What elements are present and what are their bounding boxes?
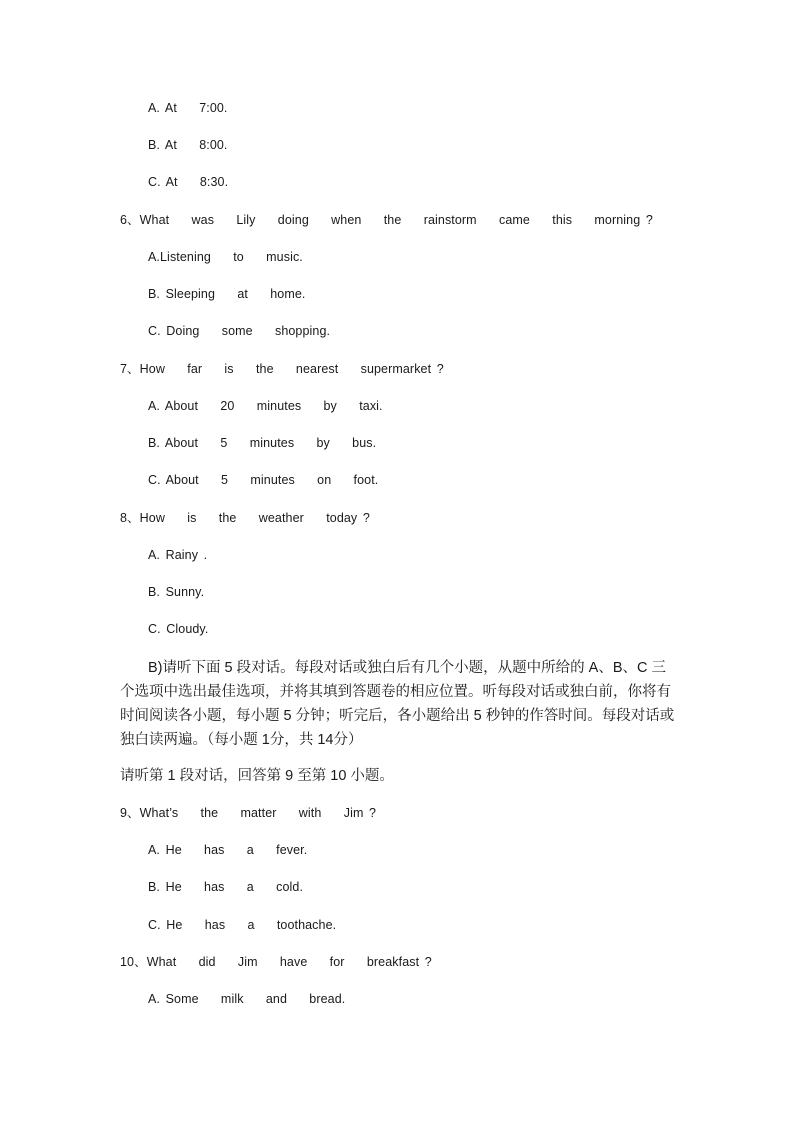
option-q9-a: A. He has a fever.	[148, 843, 308, 857]
option-q7-b: B. About 5 minutes by bus.	[148, 436, 377, 450]
option-q5-a: A. At 7:00.	[148, 101, 228, 115]
option-q5-b: B. At 8:00.	[148, 138, 228, 152]
question-8: 8、How is the weather today ?	[120, 511, 370, 525]
option-q8-a: A. Rainy .	[148, 548, 208, 562]
option-q9-c: C. He has a toothache.	[148, 918, 337, 932]
option-q8-c: C. Cloudy.	[148, 622, 209, 636]
option-q7-a: A. About 20 minutes by taxi.	[148, 399, 383, 413]
option-q7-c: C. About 5 minutes on foot.	[148, 473, 379, 487]
question-9: 9、What’s the matter with Jim ?	[120, 806, 377, 820]
option-q6-b: B. Sleeping at home.	[148, 287, 306, 301]
option-q6-c: C. Doing some shopping.	[148, 324, 331, 338]
question-10: 10、What did Jim have for breakfast ?	[120, 955, 432, 969]
option-q5-c: C. At 8:30.	[148, 175, 229, 189]
section-b-instructions: B)请听下面 5 段对话。每段对话或独白后有几个小题，从题中所给的 A、B、C 三个选项中选出最佳选项，并将其填到答题卷的相应位置。听每段对话或独白前，你将有时间阅读各小题，每小题 5 分钟；听完后，各小题给出 5 秒钟的作答时间。每段对话或独白读两遍。（每小题 1分，共 14分）	[120, 660, 675, 748]
question-6: 6、What was Lily doing when the rainstorm came this morning ?	[120, 213, 653, 227]
option-q9-b: B. He has a cold.	[148, 880, 304, 894]
option-q6-a: A.Listening to music.	[148, 250, 303, 264]
question-7: 7、How far is the nearest supermarket ?	[120, 362, 444, 376]
option-q10-a: A. Some milk and bread.	[148, 992, 346, 1006]
dialogue-1-note: 请听第 1 段对话，回答第 9 至第 10 小题。	[120, 768, 394, 784]
option-q8-b: B. Sunny.	[148, 585, 205, 599]
